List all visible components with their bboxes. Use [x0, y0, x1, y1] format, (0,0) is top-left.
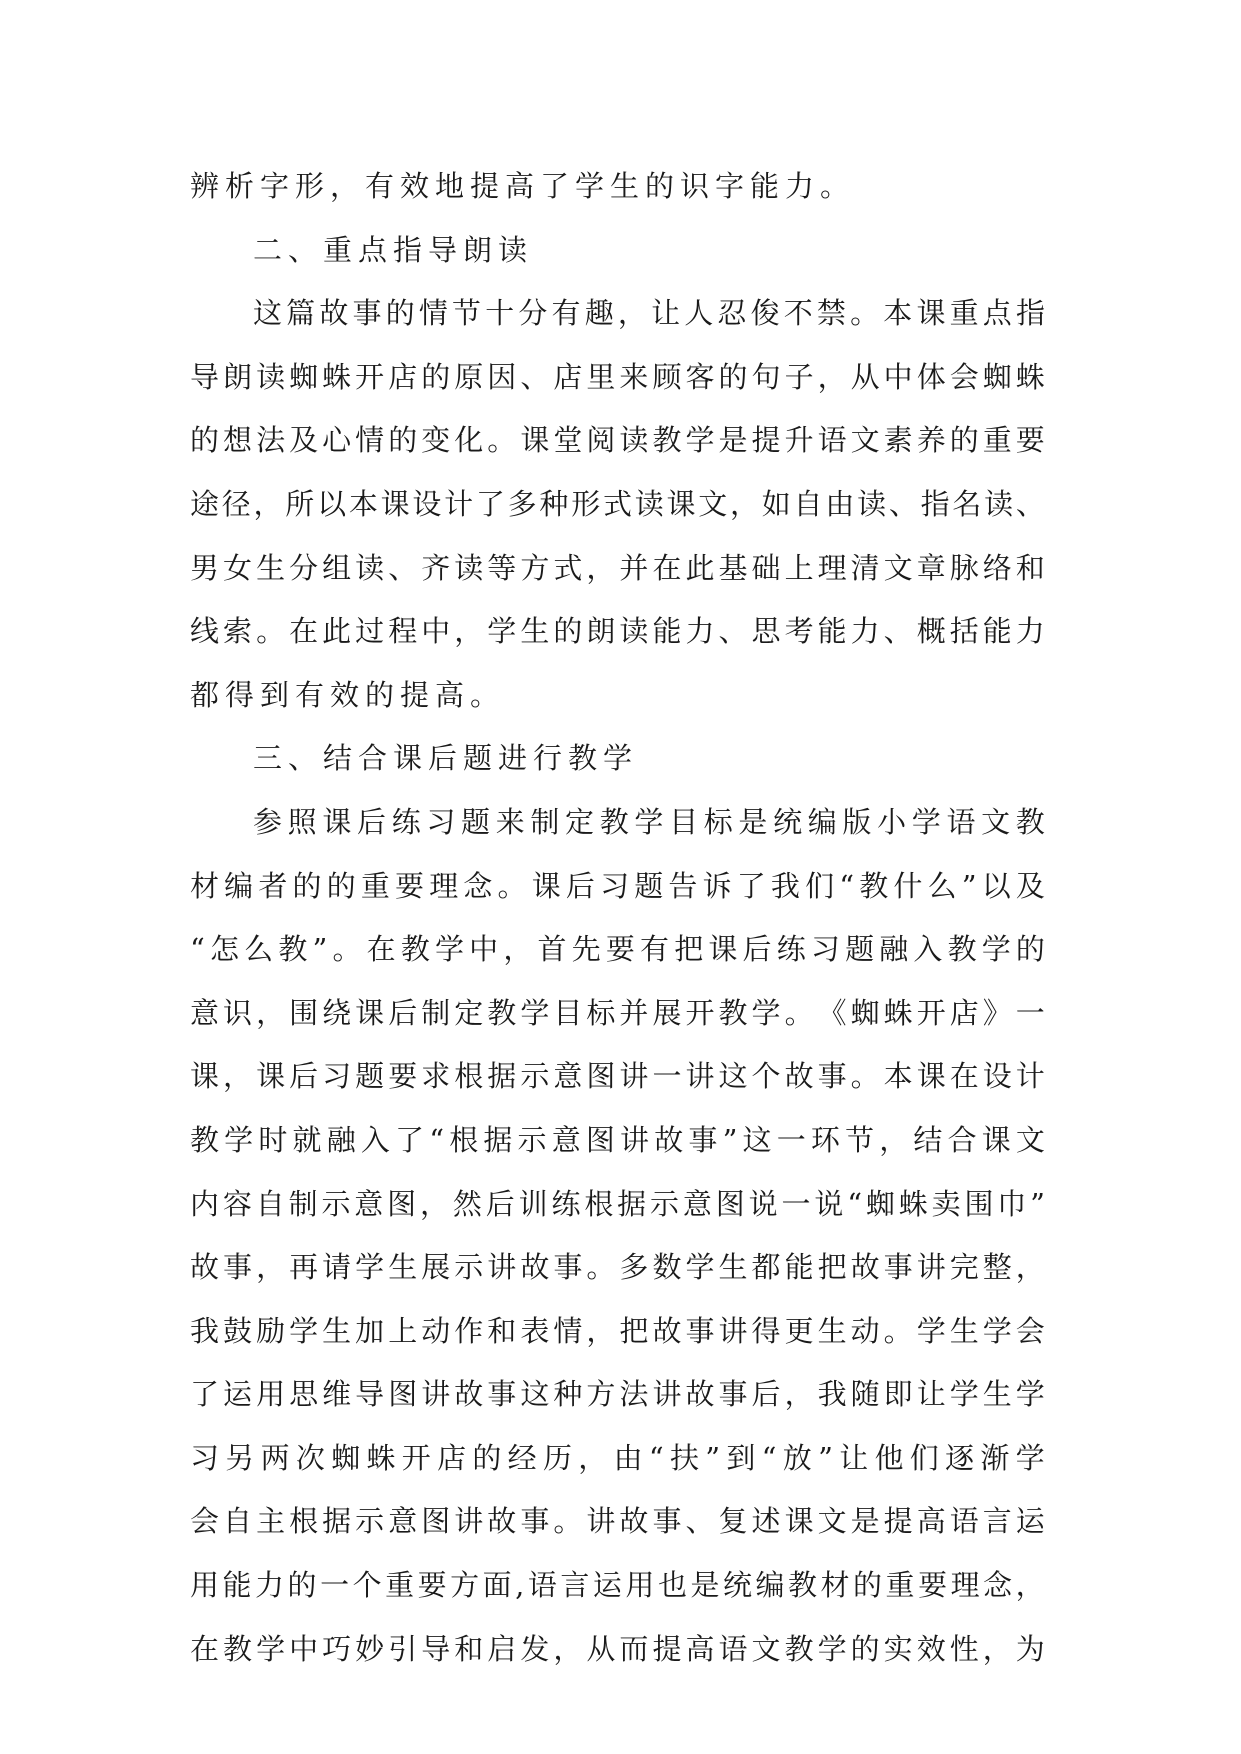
text-line — [190, 537, 1045, 601]
text-line — [190, 855, 1045, 919]
text-line-content: 线 索 。 在 此 过 程 中 ， 学 生 的 朗 读 能 力 、 思 考 能 力 、 概 括 能 力 — [190, 614, 1045, 649]
text-line-content: “ 怎 么 教 ” 。 在 教 学 中 ， 首 先 要 有 把 课 后 练 习 题 融 入 教 学 的 — [190, 932, 1045, 967]
text-line-content: 在 教 学 中 巧 妙 引 导 和 启 发 ， 从 而 提 高 语 文 教 学 的 实 效 性 ， 为 — [190, 1631, 1045, 1666]
text-line-content: 故 事 ， 再 请 学 生 展 示 讲 故 事 。 多 数 学 生 都 能 把 故 事 讲 完 整 ， — [190, 1250, 1045, 1285]
text-line-content: 导 朗 读 蜘 蛛 开 店 的 原 因 、 店 里 来 顾 客 的 句 子 ， 从 中 体 会 蜘 蛛 — [190, 359, 1045, 394]
text-line — [190, 346, 1045, 410]
text-line — [190, 600, 1045, 664]
text-line-content: 会 自 主 根 据 示 意 图 讲 故 事 。 讲 故 事 、 复 述 课 文 是 提 高 语 言 运 — [190, 1504, 1045, 1539]
text-line-content: 我 鼓 励 学 生 加 上 动 作 和 表 情 ， 把 故 事 讲 得 更 生 动 。 学 生 学 会 — [190, 1313, 1045, 1348]
text-line-content: 意 识 ， 围 绕 课 后 制 定 教 学 目 标 并 展 开 教 学 。 《 蜘 蛛 开 店 》 一 — [190, 995, 1045, 1030]
text-line — [190, 918, 1045, 982]
text-line — [190, 1427, 1045, 1491]
text-line — [190, 282, 1045, 346]
text-line-content: 二、重点指导朗读 — [253, 232, 534, 267]
text-line — [190, 409, 1045, 473]
text-line — [190, 664, 1045, 728]
text-line-content: 三、结合课后题进行教学 — [253, 741, 639, 776]
text-line-content: 这 篇 故 事 的 情 节 十 分 有 趣 ， 让 人 忍 俊 不 禁 。 本 课 重 点 指 — [253, 296, 1045, 331]
text-line — [190, 219, 1045, 283]
text-line-content: 男 女 生 分 组 读 、 齐 读 等 方 式 ， 并 在 此 基 础 上 理 清 文 章 脉 络 和 — [190, 550, 1045, 585]
text-line — [190, 1490, 1045, 1554]
text-line-content: 材 编 者 的 的 重 要 理 念 。 课 后 习 题 告 诉 了 我 们 “ 教 什 么 ” 以 及 — [190, 868, 1045, 903]
text-line — [190, 982, 1045, 1046]
text-line-content: 用 能 力 的 一 个 重 要 方 面 , 语 言 运 用 也 是 统 编 教 材 的 重 要 理 念 ， — [190, 1568, 1045, 1603]
text-line — [190, 1236, 1045, 1300]
text-line-content: 教 学 时 就 融 入 了 “ 根 据 示 意 图 讲 故 事 ” 这 一 环 节 ， 结 合 课 文 — [190, 1122, 1045, 1157]
text-line — [190, 473, 1045, 537]
text-line-content: 辨析字形，有效地提高了学生的识字能力。 — [190, 169, 856, 203]
text-line-content: 的 想 法 及 心 情 的 变 化 。 课 堂 阅 读 教 学 是 提 升 语 文 素 养 的 重 要 — [190, 423, 1045, 458]
text-line — [190, 1363, 1045, 1427]
text-line-content: 都得到有效的提高。 — [190, 677, 506, 712]
text-line — [190, 155, 1045, 219]
text-line — [190, 1300, 1045, 1364]
text-line-content: 参 照 课 后 练 习 题 来 制 定 教 学 目 标 是 统 编 版 小 学 语 文 教 — [253, 804, 1045, 839]
text-line — [190, 1173, 1045, 1237]
text-line-content: 了 运 用 思 维 导 图 讲 故 事 这 种 方 法 讲 故 事 后 ， 我 随 即 让 学 生 学 — [190, 1377, 1045, 1412]
document-body — [190, 155, 1045, 1681]
text-line — [190, 1554, 1045, 1618]
text-line — [190, 727, 1045, 791]
text-line-content: 课 ， 课 后 习 题 要 求 根 据 示 意 图 讲 一 讲 这 个 故 事 。 本 课 在 设 计 — [190, 1059, 1045, 1094]
text-line — [190, 1618, 1045, 1682]
text-line — [190, 1109, 1045, 1173]
text-line-content: 内 容 自 制 示 意 图 ， 然 后 训 练 根 据 示 意 图 说 一 说 “ 蜘 蛛 卖 围 巾 ” — [190, 1186, 1045, 1221]
text-line-content: 习 另 两 次 蜘 蛛 开 店 的 经 历 ， 由 “ 扶 ” 到 “ 放 ” 让 他 们 逐 渐 学 — [190, 1440, 1045, 1475]
text-line-content: 途 径 ， 所 以 本 课 设 计 了 多 种 形 式 读 课 文 ， 如 自 由 读 、 指 名 读 、 — [190, 486, 1045, 521]
text-line — [190, 1045, 1045, 1109]
text-line — [190, 791, 1045, 855]
